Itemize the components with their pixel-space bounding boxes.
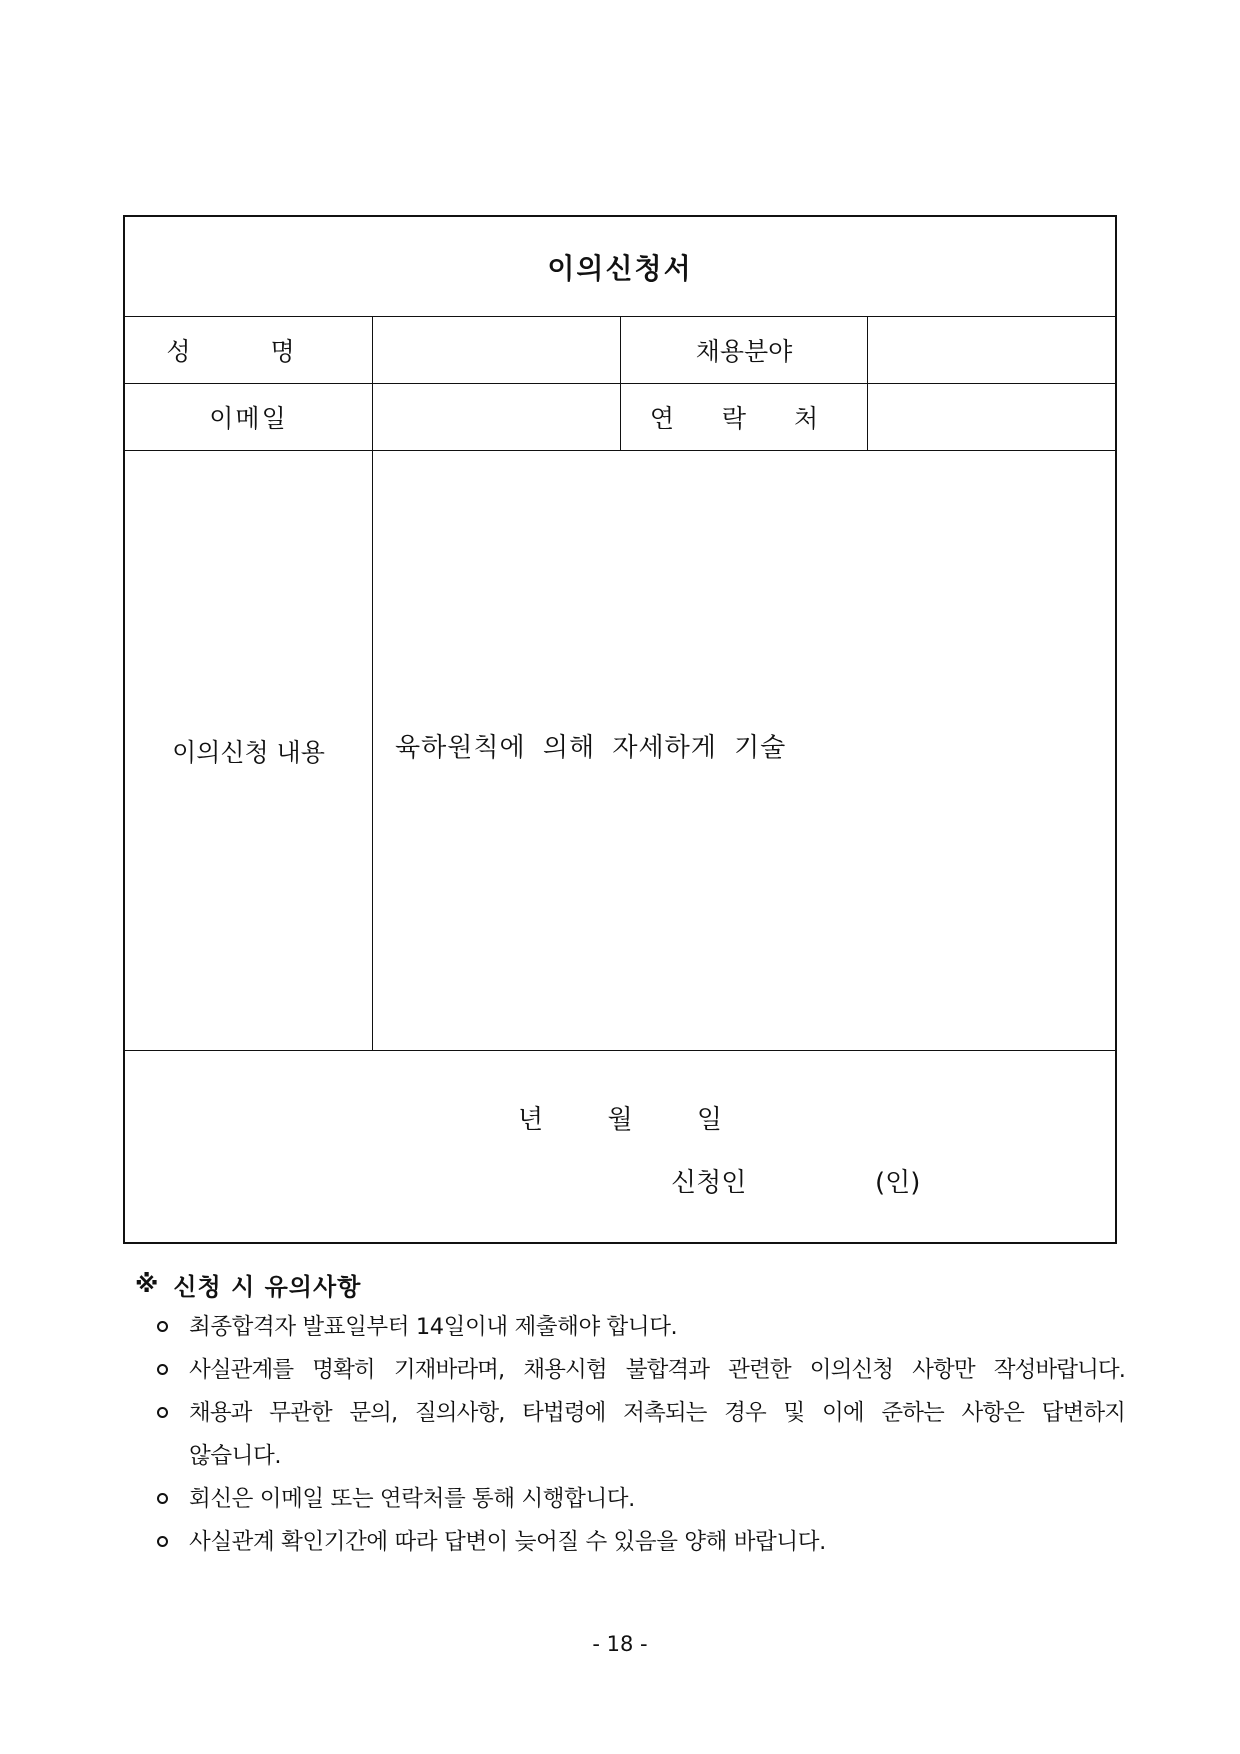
note-text-continued: 않습니다. [189,1443,282,1469]
date-line [125,1099,1115,1136]
notes-section [135,1262,1125,1564]
note-text: 채용과 무관한 문의, 질의사항, 타법령에 저촉되는 경우 및 이에 준하는 사항은 답변하지 [189,1400,1125,1426]
page-number: - 18 - [592,1632,648,1656]
day-label: 일 [696,1105,722,1135]
objection-content-hint: 육하원칙에 의해 자세하게 기술 [395,733,787,763]
circle-bullet-icon [157,1536,168,1547]
contact-field[interactable] [868,384,1115,450]
row-divider [125,1050,1115,1051]
note-item [135,1392,1125,1478]
circle-bullet-icon [157,1493,168,1504]
form-title: 이의신청서 [125,217,1115,317]
recruitment-field-label: 채용분야 [695,337,793,366]
name-label: 성 명 [166,337,331,366]
circle-bullet-icon [157,1407,168,1418]
recruitment-field-input[interactable] [868,317,1115,383]
contact-label: 연 락 처 [649,404,839,433]
email-label: 이메일 [209,404,288,433]
notes-heading-text: 신청 시 유의사항 [173,1272,362,1301]
circle-bullet-icon [157,1321,168,1332]
applicant-label: 신청인 [671,1168,747,1198]
note-item [135,1349,1125,1392]
note-item [135,1521,1125,1564]
note-item [135,1306,1125,1349]
email-field[interactable] [373,384,620,450]
objection-content-label: 이의신청 내용 [172,737,325,767]
objection-form [123,215,1117,1244]
month-label: 월 [607,1105,633,1135]
year-label: 년 [518,1105,544,1135]
note-text: 최종합격자 발표일부터 14일이내 제출해야 합니다. [189,1314,678,1340]
note-text: 사실관계 확인기간에 따라 답변이 늦어질 수 있음을 양해 바랍니다. [189,1529,826,1555]
circle-bullet-icon [157,1364,168,1375]
notes-heading [135,1262,1125,1306]
note-item [135,1478,1125,1521]
seal-label: (인) [875,1168,921,1198]
note-text: 사실관계를 명확히 기재바라며, 채용시험 불합격과 관련한 이의신청 사항만 작성바랍니다. [189,1357,1125,1383]
reference-mark-icon: ※ [135,1270,160,1298]
name-field[interactable] [373,317,620,383]
note-text: 회신은 이메일 또는 연락처를 통해 시행합니다. [189,1486,635,1512]
